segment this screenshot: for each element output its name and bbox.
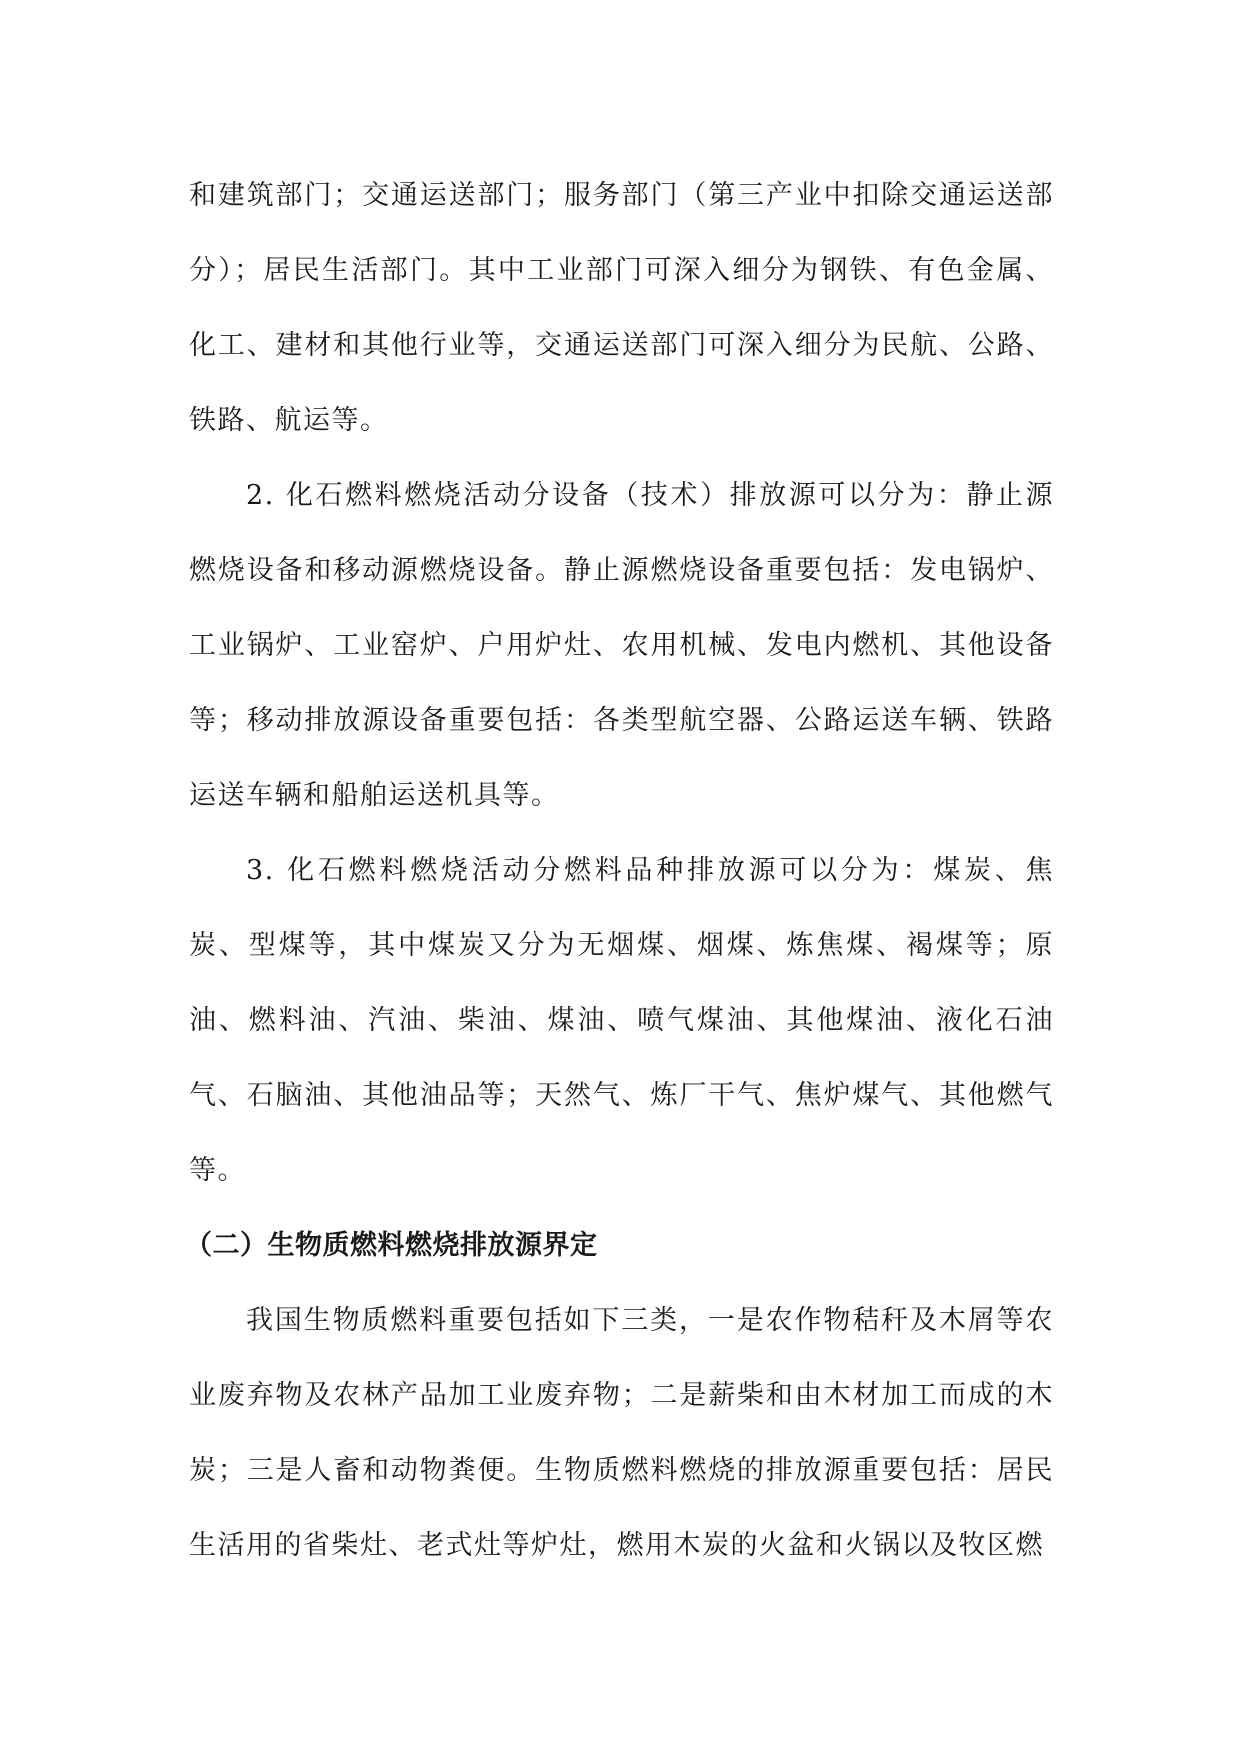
document-page <box>185 158 1054 1583</box>
paragraph-item-3: 3. 化石燃料燃烧活动分燃料品种排放源可以分为：煤炭、焦炭、型煤等，其中煤炭又分为无烟煤、烟煤、炼焦煤、褐煤等；原油、燃料油、汽油、柴油、煤油、喷气煤油、其他煤油、液化石油气、石脑油、其他油品等；天然气、炼厂干气、焦炉煤气、其他燃气等。 <box>189 855 1054 1186</box>
paragraph-item-2: 2. 化石燃料燃烧活动分设备（技术）排放源可以分为：静止源燃烧设备和移动源燃烧设备。静止源燃烧设备重要包括：发电锅炉、工业锅炉、工业窑炉、户用炉灶、农用机械、发电内燃机、其他设备等；移动排放源设备重要包括：各类型航空器、公路运送车辆、铁路运送车辆和船舶运送机具等。 <box>189 480 1054 811</box>
section-paragraph: 我国生物质燃料重要包括如下三类，一是农作物秸秆及木屑等农业废弃物及农林产品加工业废弃物；二是薪柴和由木材加工而成的木炭；三是人畜和动物粪便。生物质燃料燃烧的排放源重要包括：居民生活用的省柴灶、老式灶等炉灶，燃用木炭的火盆和火锅以及牧区燃 <box>189 1305 1054 1561</box>
paragraph-continuation: 和建筑部门；交通运送部门；服务部门（第三产业中扣除交通运送部分）；居民生活部门。其中工业部门可深入细分为钢铁、有色金属、化工、建材和其他行业等，交通运送部门可深入细分为民航、公路、铁路、航运等。 <box>189 180 1054 436</box>
section-heading: （二）生物质燃料燃烧排放源界定 <box>185 1230 598 1261</box>
